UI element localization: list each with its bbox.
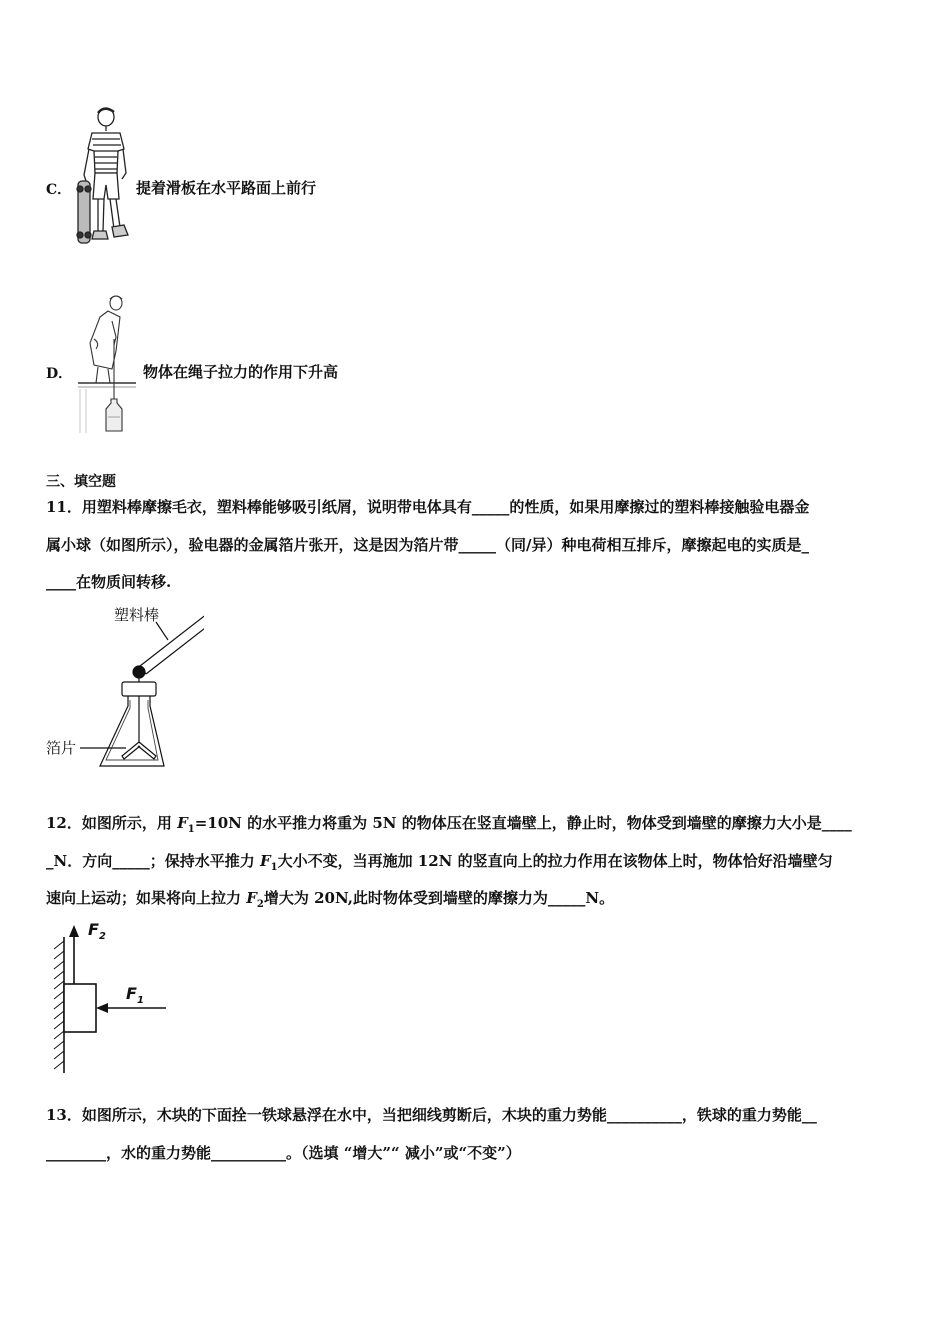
q12-line-1: 12．如图所示，用 $F_1=10N$ 的水平推力将重为 5N 的物体压在竖直墙壁上，静止时，物体受到墙壁的摩擦力大小是____	[46, 814, 852, 835]
f1-label: F	[126, 984, 137, 1003]
foil-label: 箔片	[46, 739, 77, 757]
f1-sub: 1	[136, 995, 144, 1006]
q13-line-1: 13．如图所示，木块的下面拴一铁球悬浮在水中，当把细线剪断后，木块的重力势能__________，铁球的重力势能__	[46, 1106, 817, 1124]
q11-line-3: ____在物质间转移.	[46, 573, 172, 591]
option-c-text: 提着滑板在水平路面上前行	[136, 179, 317, 197]
rod-label: 塑料棒	[114, 606, 160, 624]
f2-sub: 2	[98, 931, 106, 942]
man-lifting-bottle-image	[72, 293, 140, 435]
boy-with-skateboard-image	[70, 103, 132, 255]
option-d-text: 物体在绳子拉力的作用下升高	[143, 363, 339, 381]
option-c-letter: C．	[46, 182, 72, 198]
svg-text:F1	[126, 984, 144, 1006]
q12-line-2: _N．方向_____；保持水平推力 $F_1$大小不变，当再施加 12N 的竖直向上的拉力作用在该物体上时，物体恰好沿墙壁匀	[46, 852, 833, 873]
q13-line-2: ________，水的重力势能__________。（选填 “增大”“ 减小”或“不变”）	[46, 1144, 521, 1162]
electroscope-figure	[44, 600, 204, 778]
wall-block-figure	[40, 915, 180, 1077]
q11-line-2: 属小球（如图所示），验电器的金属箔片张开，这是因为箔片带_____（同/异）种电荷相互排斥，摩擦起电的实质是_	[46, 536, 809, 554]
svg-text:F2	[88, 920, 106, 942]
option-d-letter: D．	[46, 366, 73, 382]
section-heading: 三、填空题	[46, 474, 116, 490]
f2-label: F	[88, 920, 99, 939]
q11-line-1: 11．用塑料棒摩擦毛衣，塑料棒能够吸引纸屑，说明带电体具有_____的性质，如果用摩擦过的塑料棒接触验电器金	[46, 498, 810, 516]
q12-line-3: 速向上运动；如果将向上拉力 $F_2$增大为 20N,此时物体受到墙壁的摩擦力为_____N。	[46, 889, 615, 910]
